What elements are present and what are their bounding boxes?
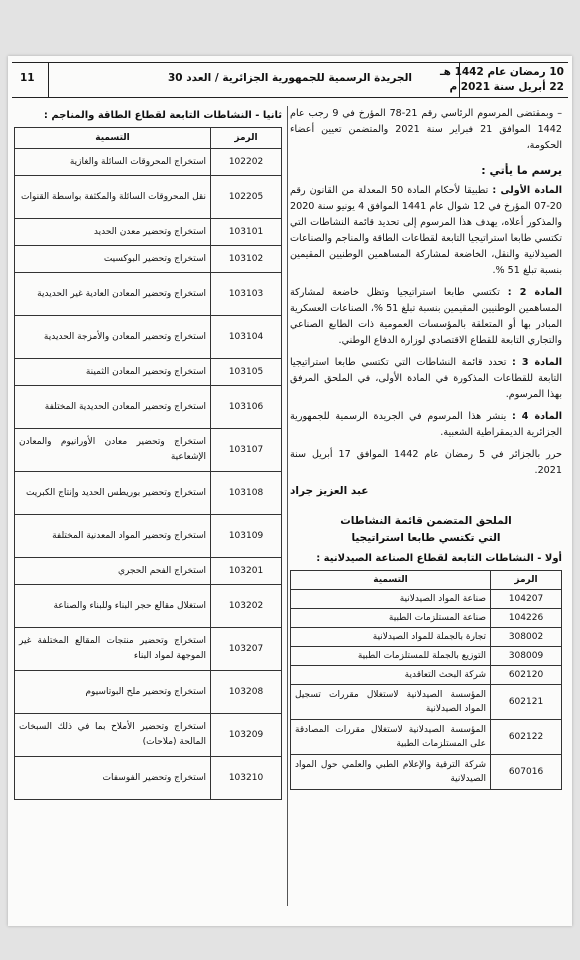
activity-name: تجارة بالجملة للمواد الصيدلانية: [291, 628, 491, 647]
table-row: [15, 246, 282, 273]
table-row: [15, 149, 282, 176]
activity-code: 103105: [211, 359, 282, 386]
activity-code: 308009: [491, 647, 562, 666]
activity-code: 103102: [211, 246, 282, 273]
activity-name: المؤسسة الصيدلانية لاستغلال مقررات المصادقة على المستلزمات الطبية: [291, 720, 491, 755]
signer-name: عبد العزيز جراد: [290, 485, 369, 497]
column-divider: [287, 106, 288, 906]
activity-name: استخراج وتحضير المعادن والأمزجة الحديدية: [15, 316, 211, 359]
activity-name: استخراج وتحضير المواد المعدنية المختلفة: [15, 515, 211, 558]
activity-code: 102202: [211, 149, 282, 176]
activity-code: 104207: [491, 590, 562, 609]
annex-title-line: الملحق المتضمن قائمة النشاطات: [340, 515, 512, 527]
table-row: [291, 647, 562, 666]
pharma-activities-table: [290, 570, 562, 790]
activity-name: استخراج وتحضير المعادن الثمينة: [15, 359, 211, 386]
left-column: [14, 106, 282, 800]
table-row: [15, 316, 282, 359]
table-row: [15, 585, 282, 628]
activity-name: استخراج وتحضير المعادن العادية غير الحديدية: [15, 273, 211, 316]
article-label: المادة 2 :: [507, 287, 562, 298]
article-text: تحدد قائمة النشاطات التي تكتسي طابعا استراتيجيا التابعة للقطاعات المذكورة في المادة الأولى، في الملحق المرفق بهذا المرسوم.: [290, 357, 562, 400]
activity-name: استخراج المحروقات السائلة والغازية: [15, 149, 211, 176]
article-text: ينشر هذا المرسوم في الجريدة الرسمية للجمهورية الجزائرية الديمقراطية الشعبية.: [290, 411, 562, 438]
activity-name: المؤسسة الصيدلانية لاستغلال مقررات تسجيل المواد الصيدلانية: [291, 685, 491, 720]
table-row: [15, 671, 282, 714]
table-row: [15, 757, 282, 800]
activity-name: صناعة المستلزمات الطبية: [291, 609, 491, 628]
activity-name: التوزيع بالجملة للمستلزمات الطبية: [291, 647, 491, 666]
article-label: المادة 3 :: [512, 357, 562, 368]
table-header-row: [291, 571, 562, 590]
table-header-row: [15, 128, 282, 149]
decrees-heading: يرسم ما يأتي :: [481, 164, 562, 177]
table-row: [15, 176, 282, 219]
activity-code: 607016: [491, 755, 562, 790]
article-label: المادة 4 :: [511, 411, 562, 422]
activity-name: استخراج الفحم الحجري: [15, 558, 211, 585]
table-row: [15, 515, 282, 558]
article-text: تكتسي طابعا استراتيجيا وتظل خاضعة لمشاركة المساهمين الوطنيين المقيمين بنسبة تبلغ 51 %، الصناعات العسكرية المبادر بها أو المتعلقة بالمؤسسات العمومية ذات الطابع الصناعي والتجاري التابعة للقطاع الاقتصادي لوزارة الدفاع الوطني.: [290, 287, 562, 346]
right-column: [290, 106, 562, 790]
activity-code: 103208: [211, 671, 282, 714]
date-gregorian: 22 أبريل سنة 2021 م: [449, 81, 564, 93]
page-number: 11: [20, 72, 35, 84]
activity-code: 103201: [211, 558, 282, 585]
activity-code: 602121: [491, 685, 562, 720]
activity-name: استخراج وتحضير معادن الأورانيوم والمعادن الإشعاعية: [15, 429, 211, 472]
pharma-section-title: أولا - النشاطات التابعة لقطاع الصناعة الصيدلانية :: [316, 553, 562, 564]
col-header-name: التسمية: [291, 571, 491, 590]
table-row: [15, 429, 282, 472]
header-separator: [48, 63, 49, 97]
article-2: [290, 285, 562, 349]
activity-code: 103207: [211, 628, 282, 671]
activity-code: 308002: [491, 628, 562, 647]
article-3: [290, 355, 562, 403]
activity-code: 103103: [211, 273, 282, 316]
activity-code: 103202: [211, 585, 282, 628]
activity-code: 103109: [211, 515, 282, 558]
article-1: [290, 183, 562, 279]
table-row: [291, 609, 562, 628]
table-row: [15, 628, 282, 671]
annex-title-line: التي تكتسي طابعا استراتيجيا: [351, 532, 501, 544]
table-row: [15, 714, 282, 757]
activity-code: 102205: [211, 176, 282, 219]
energy-section-title: ثانيا - النشاطات التابعة لقطاع الطاقة والمناجم :: [43, 110, 282, 121]
article-4: [290, 409, 562, 441]
table-row: [15, 273, 282, 316]
activity-code: 103107: [211, 429, 282, 472]
activity-name: استخراج وتحضير معدن الحديد: [15, 219, 211, 246]
col-header-code: الرمز: [491, 571, 562, 590]
table-row: [15, 219, 282, 246]
table-row: [291, 666, 562, 685]
activity-code: 103106: [211, 386, 282, 429]
table-row: [15, 558, 282, 585]
activity-code: 103104: [211, 316, 282, 359]
signature-date: حرر بالجزائر في 5 رمضان عام 1442 الموافق 17 أبريل سنة 2021.: [290, 449, 562, 476]
activity-name: استخراج وتحضير ملح البوتاسيوم: [15, 671, 211, 714]
article-text: تطبيقا لأحكام المادة 50 المعدلة من القانون رقم 20-07 المؤرخ في 12 شوال عام 1441 الموافق 4 يونيو سنة 2020 والمذكور أعلاه، يهدف هذا المرسوم إلى تحديد قائمة النشاطات التي تكتسي طابعا استراتيجيا التابعة لقطاعات الطاقة والمناجم والصناعات الصيدلانية والنقل، الخاضعة لمشاركة المساهمين الوطنيين المقيمين بنسبة تبلغ 51 %.: [290, 185, 563, 276]
col-header-code: الرمز: [211, 128, 282, 149]
activity-code: 602122: [491, 720, 562, 755]
activity-name: صناعة المواد الصيدلانية: [291, 590, 491, 609]
journal-title: الجريدة الرسمية للجمهورية الجزائرية / العدد 30: [168, 72, 412, 84]
activity-code: 602120: [491, 666, 562, 685]
col-header-name: التسمية: [15, 128, 211, 149]
activity-code: 103209: [211, 714, 282, 757]
table-row: [291, 685, 562, 720]
table-row: [15, 359, 282, 386]
article-label: المادة الأولى :: [492, 185, 562, 196]
activity-name: استخراج وتحضير بوريطس الحديد وإنتاج الكبريت: [15, 472, 211, 515]
activity-name: استخراج وتحضير الأملاح بما في ذلك السبخات المالحة (ملاحات): [15, 714, 211, 757]
activity-name: استخراج وتحضير منتجات المقالع المختلفة غير الموجهة لمواد البناء: [15, 628, 211, 671]
table-row: [15, 386, 282, 429]
table-row: [291, 590, 562, 609]
energy-activities-table: [14, 127, 282, 800]
preamble: – وبمقتضى المرسوم الرئاسي رقم 21-78 المؤرخ في 9 رجب عام 1442 الموافق 21 فبراير سنة 2021 والمتضمن تعيين أعضاء الحكومة،: [290, 108, 563, 151]
date-hijri: 10 رمضان عام 1442 هـ: [440, 66, 564, 78]
activity-name: استخراج وتحضير المعادن الحديدية المختلفة: [15, 386, 211, 429]
table-row: [291, 720, 562, 755]
activity-code: 103210: [211, 757, 282, 800]
activity-code: 103108: [211, 472, 282, 515]
activity-name: نقل المحروقات السائلة والمكثفة بواسطة القنوات: [15, 176, 211, 219]
activity-code: 103101: [211, 219, 282, 246]
activity-name: شركة البحث التعاقدية: [291, 666, 491, 685]
table-row: [15, 472, 282, 515]
journal-page: [8, 56, 572, 926]
annex-title: [290, 513, 562, 547]
activity-name: استغلال مقالع حجر البناء وللبناء والصناعة: [15, 585, 211, 628]
activity-name: استخراج وتحضير الفوسفات: [15, 757, 211, 800]
table-row: [291, 628, 562, 647]
activity-code: 104226: [491, 609, 562, 628]
table-row: [291, 755, 562, 790]
activity-name: استخراج وتحضير البوكسيت: [15, 246, 211, 273]
activity-name: شركة الترقية والإعلام الطبي والعلمي حول المواد الصيدلانية: [291, 755, 491, 790]
page-header: [12, 62, 568, 98]
